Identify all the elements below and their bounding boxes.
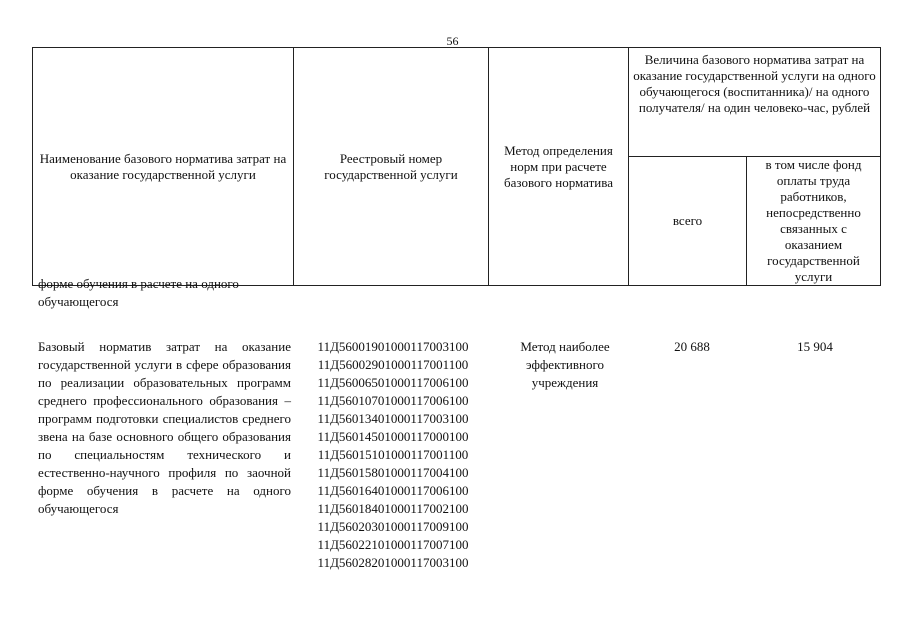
- header-total-cell: всего: [629, 157, 747, 286]
- registry-code: 11Д56010701000117006100: [317, 393, 469, 408]
- header-registry-cell: Реестровый номер государственной услуги: [294, 48, 489, 286]
- method-text: Метод наиболее эффективного учреждения: [520, 339, 610, 390]
- continuation-text: форме обучения в расчете на одного обучающегося: [38, 276, 239, 309]
- registry-code: 11Д56002901000117001100: [317, 357, 469, 372]
- value-total: 20 688: [674, 339, 710, 354]
- registry-code: 11Д56015801000117004100: [317, 465, 469, 480]
- registry-code: 11Д56006501000117006100: [317, 375, 469, 390]
- registry-code: 11Д56020301000117009100: [317, 519, 469, 534]
- norm-name: Базовый норматив затрат на оказание государственной услуги в сфере образования по реализации образовательных программ среднего профессионального образования – программ подготовки специалистов среднего звена на базе основного общего образования по специальностям технического и естественно-научного профиля по заочной форме обучения в расчете на одного обучающегося: [38, 339, 291, 516]
- header-value-cell: Величина базового норматива затрат на оказание государственной услуги на одного обучающегося (воспитанника)/ на одного получателя/ на один человеко-час, рублей: [629, 48, 881, 157]
- registry-code: 11Д56028201000117003100: [317, 555, 469, 570]
- registry-code: 11Д56022101000117007100: [317, 537, 469, 552]
- header-table: [32, 47, 881, 286]
- registry-codes: [297, 338, 489, 572]
- registry-code: 11Д56016401000117006100: [317, 483, 469, 498]
- registry-code: 11Д56018401000117002100: [317, 501, 469, 516]
- header-name-cell: Наименование базового норматива затрат на оказание государственной услуги: [33, 48, 294, 286]
- value-fund: 15 904: [797, 339, 833, 354]
- registry-code: 11Д56013401000117003100: [317, 411, 469, 426]
- header-fund-cell: в том числе фонд оплаты труда работников, непосредственно связанных с оказанием государственной услуги: [747, 157, 881, 286]
- page-number: 56: [446, 34, 459, 48]
- registry-code: 11Д56015101000117001100: [317, 447, 469, 462]
- registry-code: 11Д56001901000117003100: [317, 339, 469, 354]
- header-method-cell: Метод определения норм при расчете базового норматива: [489, 48, 629, 286]
- registry-code: 11Д56014501000117000100: [317, 429, 469, 444]
